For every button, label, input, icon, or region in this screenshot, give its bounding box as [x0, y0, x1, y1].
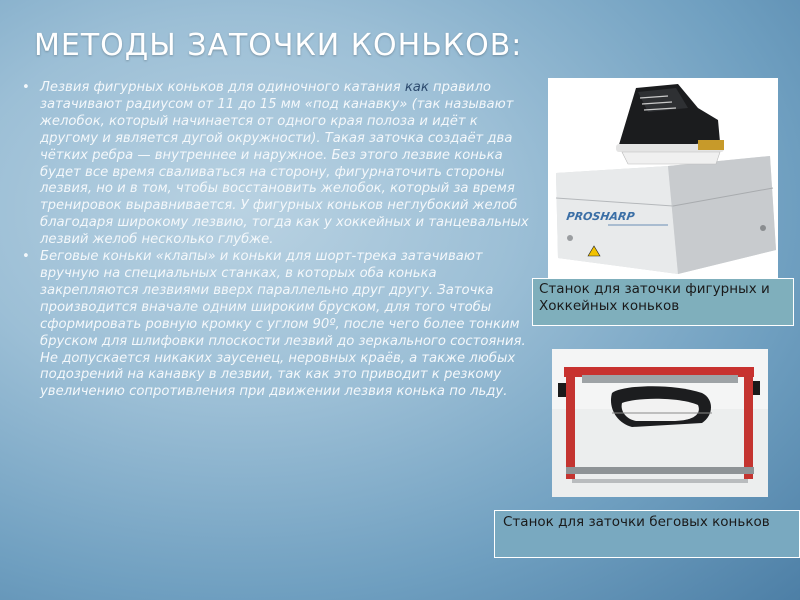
- paragraph-1-text: Лезвия фигурных коньков для одиночного катания: [40, 80, 405, 95]
- prosharp-machine-image: [548, 78, 778, 284]
- paragraph-1-highlight: как: [404, 80, 429, 95]
- sharpening-machine-photo: [548, 78, 778, 284]
- paragraph-2-text: Беговые коньки «клапы» и коньки для шорт-трека затачивают вручную на специальных станках, в которых оба конька закрепляются лезвиями вверх параллельно друг другу. Заточка производится вначале одним широким бруском, для того чтобы сформировать ровную кромку с углом 90º, после чего более тонким бруском для шлифовки плоскости лезвий до зеркального состояния. Не допускается никаких заусенец, неровных краёв, а также любых подозрений на канавку в лезвии, так как это приводит к резкому увеличению сопротивления при движении лезвия конька по льду.: [40, 249, 526, 400]
- bullet-icon: •: [22, 249, 30, 265]
- bullet-icon: •: [22, 80, 30, 95]
- slide-title: МЕТОДЫ ЗАТОЧКИ КОНЬКОВ:: [34, 28, 523, 63]
- paragraph-figure-skates: [20, 80, 532, 249]
- paragraph-speed-skates: [20, 249, 532, 401]
- caption-speed-skate-machine: Станок для заточки беговых коньков: [494, 510, 800, 558]
- speed-skate-jig-image: [552, 349, 768, 497]
- caption-figure-hockey-machine: Станок для заточки фигурных и Хоккейных коньков: [532, 278, 794, 326]
- speed-skate-jig-photo: [552, 349, 768, 497]
- machine-brand-label: PROSHARP: [565, 210, 636, 223]
- paragraph-1-text-cont: правило затачивают радиусом от 11 до 15 мм «под канавку» (так называют желобок, который начинается от одного края полоза и идёт к другому и является дугой окружности). Такая заточка создаёт два чётких ребра — внутреннее и наружное. Без этого лезвие конька будет все время сваливаться на сторону, фигурнаточить стороны лезвия, но и в том, чтобы восстановить желобок, который за время тренировок выравнивается. У фигурных коньков неглубокий желоб благодаря широкому лезвию, тогда как у хоккейных и танцевальных лезвий желоб несколько глубже.: [40, 80, 529, 248]
- body-text-list: [20, 80, 532, 401]
